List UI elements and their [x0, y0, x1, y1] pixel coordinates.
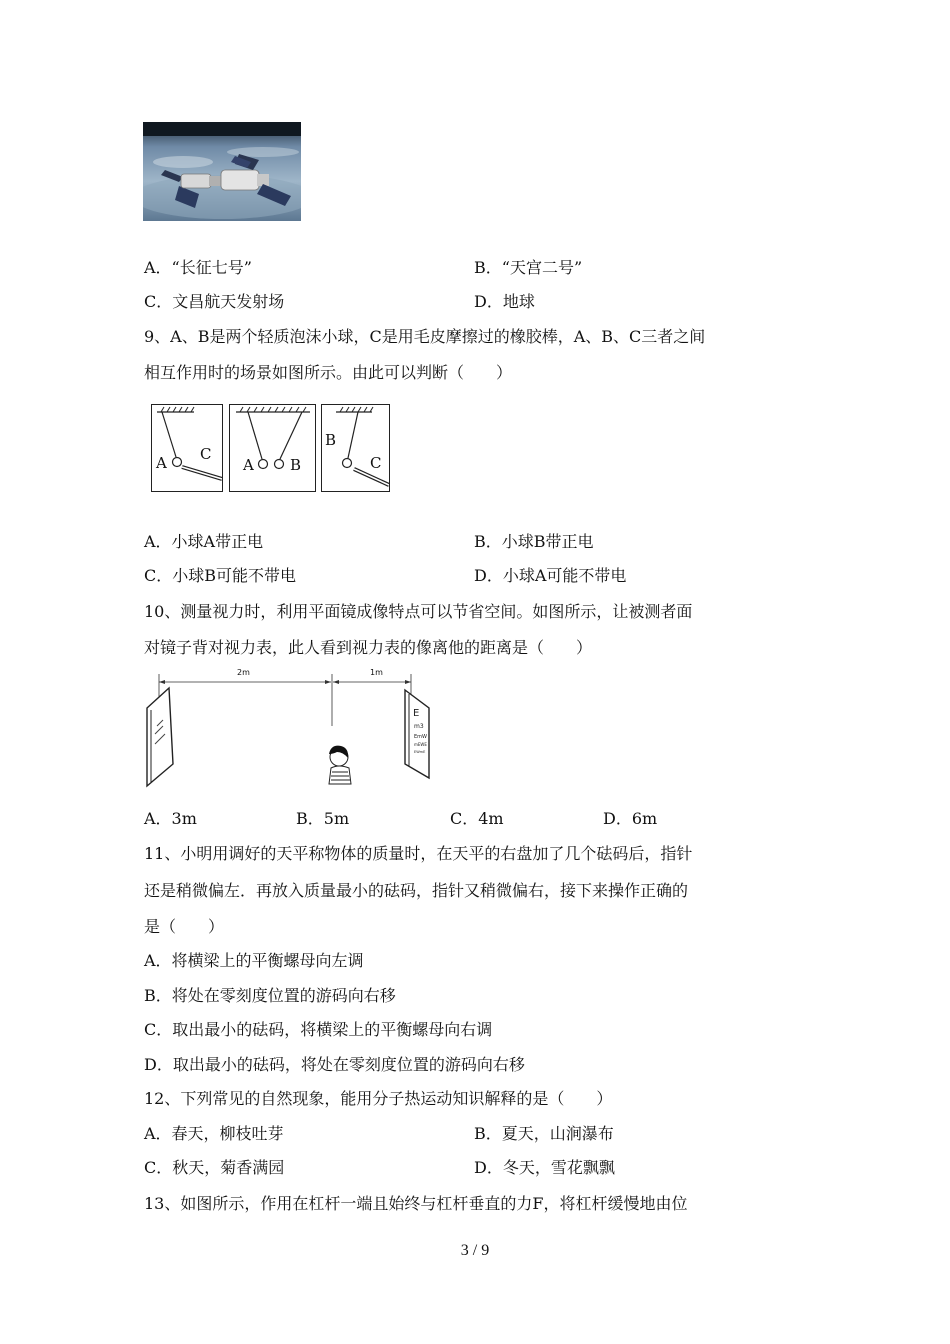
q9-figure-panel-3 — [321, 404, 390, 492]
space-station-photo — [143, 122, 301, 221]
q8-option-c: C．文昌航天发射场 — [144, 292, 285, 311]
q10-distance-1m: 1m — [370, 668, 383, 677]
q9-option-b: B．小球B带正电 — [474, 532, 594, 551]
q8-option-b: B．“天宫二号” — [474, 258, 583, 277]
q12-option-c: C．秋天，菊香满园 — [144, 1158, 285, 1177]
q11-option-d: D．取出最小的砝码，将处在零刻度位置的游码向右移 — [144, 1055, 525, 1074]
q10-option-b: B．5m — [296, 809, 350, 828]
q10-option-a: A．3m — [144, 809, 197, 828]
q9-stem-line1: 9、A、B是两个轻质泡沫小球，C是用毛皮摩擦过的橡胶棒，A、B、C三者之间 — [144, 327, 706, 346]
q13-stem-line1: 13、如图所示，作用在杠杆一端且始终与杠杆垂直的力F，将杠杆缓慢地由位 — [144, 1194, 688, 1213]
q12-option-d: D．冬天，雪花飘飘 — [474, 1158, 615, 1177]
q8-option-d: D．地球 — [474, 292, 535, 311]
q12-stem-line1: 12、下列常见的自然现象，能用分子热运动知识解释的是（ ） — [144, 1089, 613, 1108]
q9-figure-panel-1 — [151, 404, 223, 492]
svg-text:EWmE: EWmE — [414, 750, 426, 754]
q11-stem-line2: 还是稍微偏左．再放入质量最小的砝码，指针又稍微偏右，接下来操作正确的 — [144, 881, 689, 900]
q12-option-a: A．春天，柳枝吐芽 — [144, 1124, 284, 1143]
q10-option-c: C．4m — [450, 809, 504, 828]
q11-stem-line1: 11、小明用调好的天平称物体的质量时，在天平的右盘加了几个砝码后，指针 — [144, 844, 693, 863]
q10-stem-line2: 对镜子背对视力表，此人看到视力表的像离他的距离是（ ） — [144, 638, 593, 657]
q10-eye-test-figure — [143, 668, 433, 790]
q11-option-c: C．取出最小的砝码，将横梁上的平衡螺母向右调 — [144, 1020, 493, 1039]
q11-option-b: B．将处在零刻度位置的游码向右移 — [144, 986, 396, 1005]
q9-label-b2: B — [290, 456, 302, 474]
page-number: 3 / 9 — [460, 1242, 490, 1259]
q10-stem-line1: 10、测量视力时，利用平面镜成像特点可以节省空间。如图所示，让被测者面 — [144, 602, 693, 621]
q9-label-a: A — [156, 454, 167, 472]
q9-figure-panel-2 — [229, 404, 316, 492]
q8-option-a: A．“长征七号” — [144, 258, 252, 277]
svg-text:E: E — [413, 708, 420, 719]
q11-option-a: A．将横梁上的平衡螺母向左调 — [144, 951, 364, 970]
q9-stem-line2: 相互作用时的场景如图所示。由此可以判断（ ） — [144, 363, 513, 382]
q9-label-c: C — [200, 445, 212, 463]
q9-option-c: C．小球B可能不带电 — [144, 566, 297, 585]
q9-label-b3: B — [325, 431, 337, 449]
svg-text:EmW: EmW — [414, 734, 427, 740]
q9-option-a: A．小球A带正电 — [144, 532, 264, 551]
svg-text:m3: m3 — [414, 723, 424, 730]
q10-option-d: D．6m — [603, 809, 658, 828]
svg-text:mEWE: mEWE — [414, 742, 427, 747]
q10-distance-2m: 2m — [237, 668, 250, 677]
q12-option-b: B．夏天，山涧瀑布 — [474, 1124, 614, 1143]
q11-stem-line3: 是（ ） — [144, 917, 225, 936]
q9-label-a2: A — [243, 456, 254, 474]
q9-label-c3: C — [370, 454, 382, 472]
q9-option-d: D．小球A可能不带电 — [474, 566, 627, 585]
